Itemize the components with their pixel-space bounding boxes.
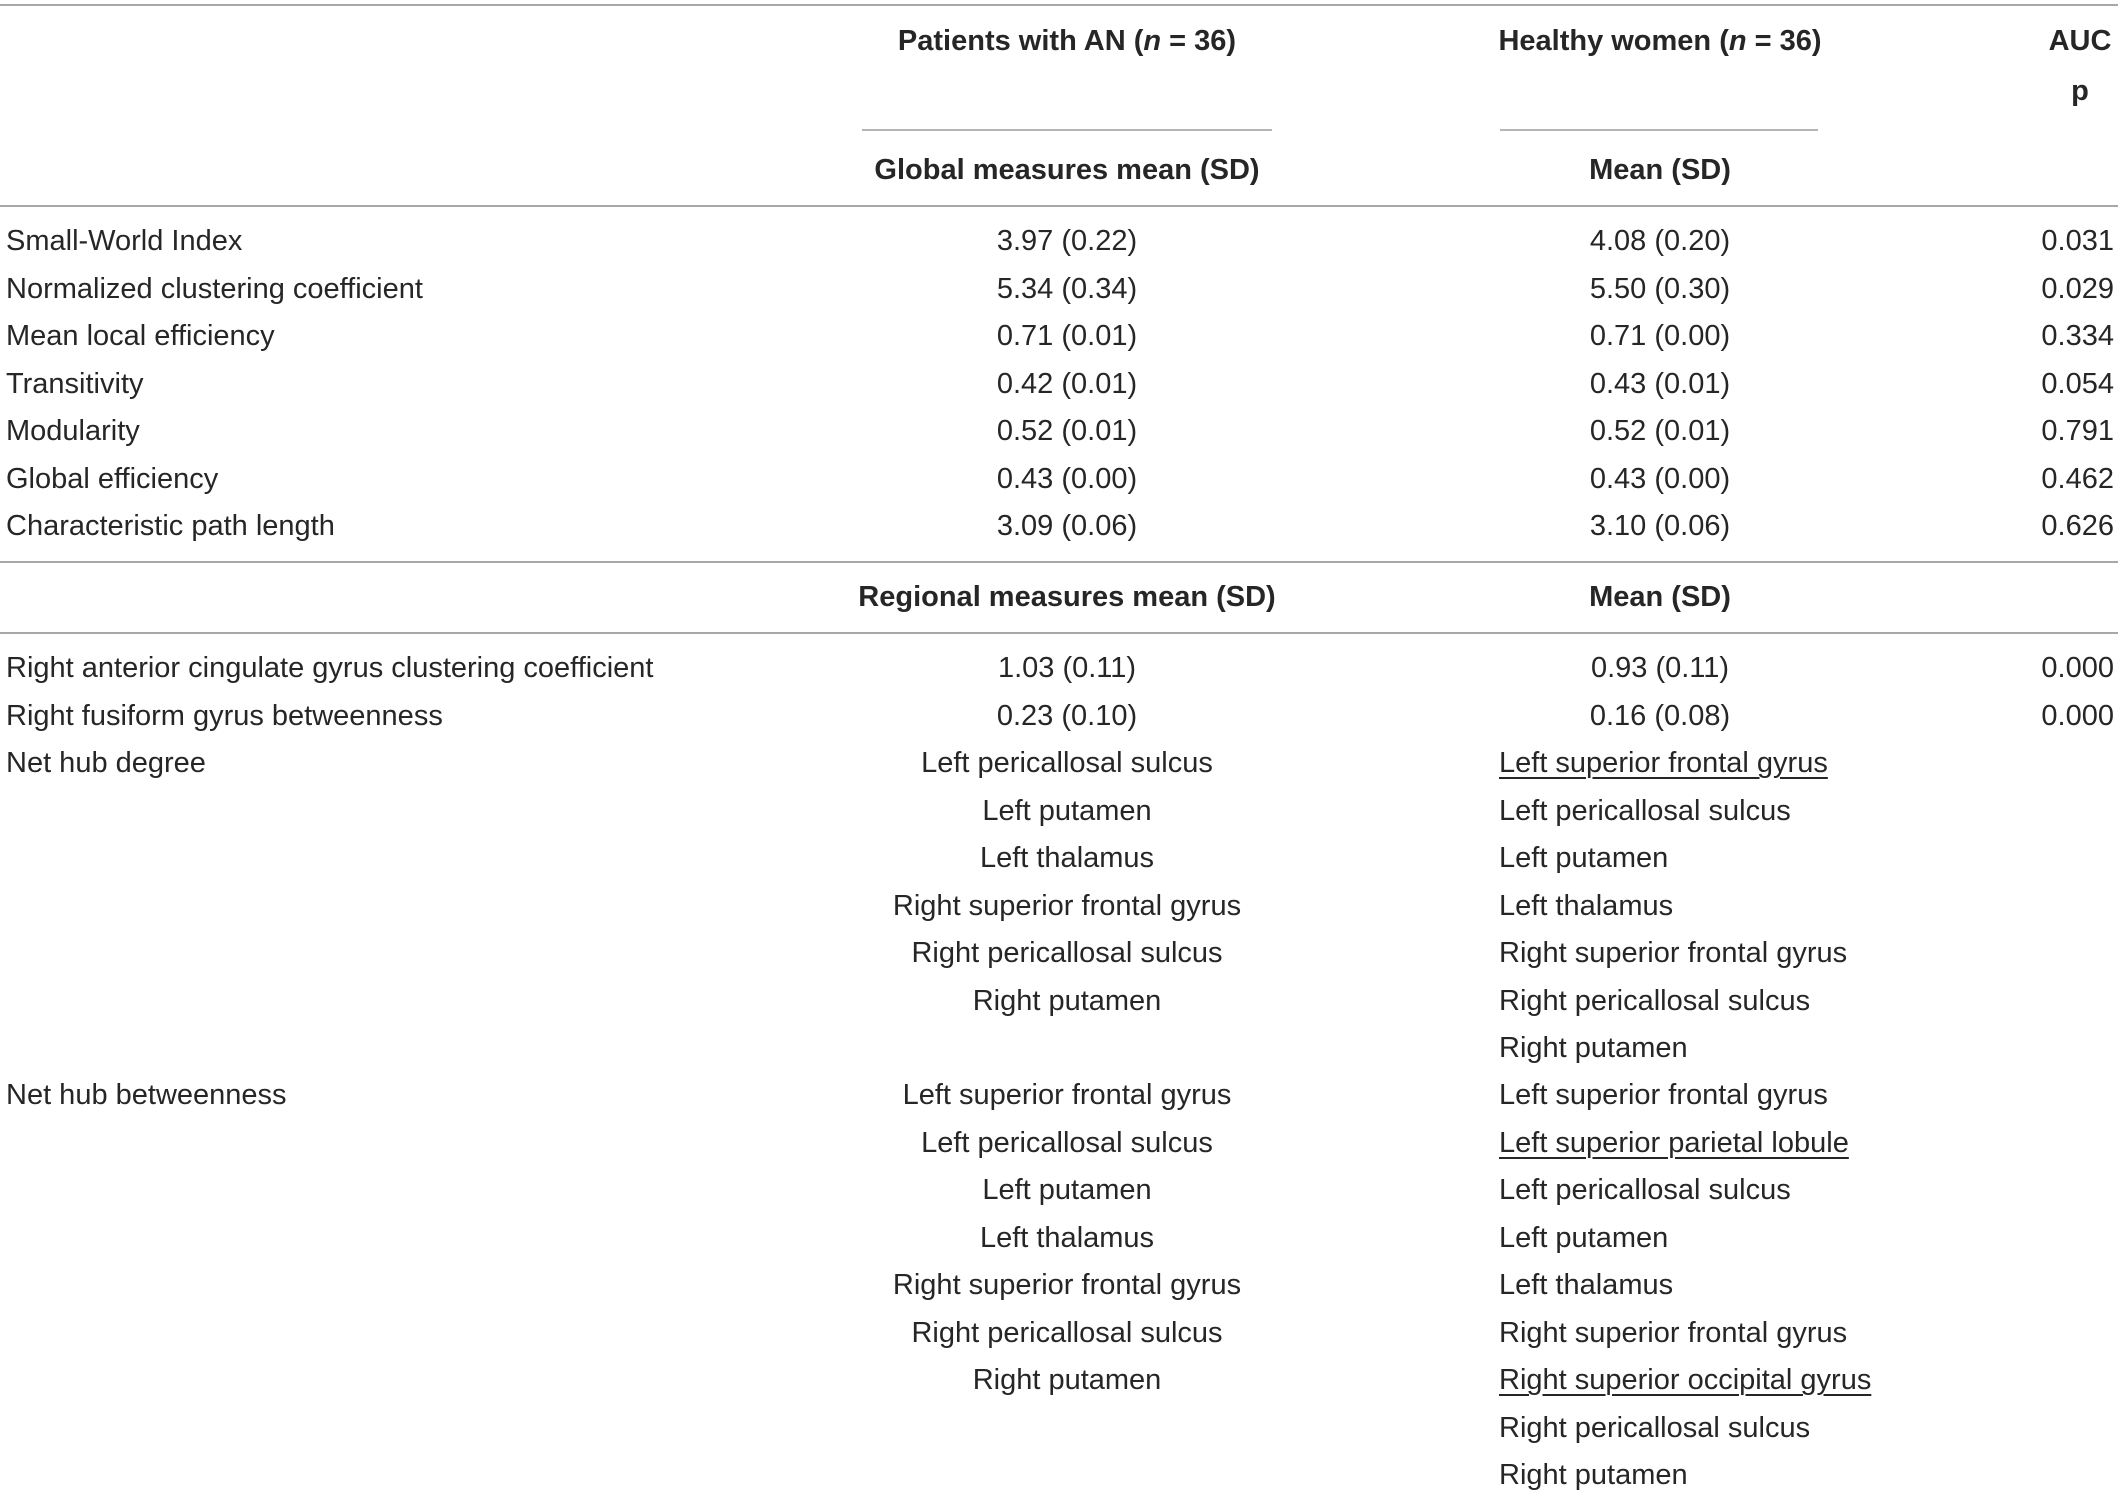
an-hub-region: Right putamen — [972, 984, 1162, 1017]
an-hub-region: Right pericallosal sulcus — [911, 1316, 1223, 1349]
p-value: 0.626 — [2041, 510, 2114, 542]
an-hub-region: Left putamen — [982, 794, 1152, 827]
an-hub-region: Right superior frontal gyrus — [892, 1269, 1242, 1301]
an-value: 0.23 (0.10) — [996, 699, 1138, 732]
hw-hub-region: Left thalamus — [1499, 1269, 1674, 1301]
hub-label: Net hub betweenness — [6, 1079, 287, 1111]
an-hub-region: Right superior frontal gyrus — [892, 889, 1242, 922]
an-value: 0.52 (0.01) — [996, 415, 1138, 447]
regional-header-rule — [0, 632, 2118, 634]
an-hub-region: Left thalamus — [979, 842, 1155, 874]
an-hub-region: Right putamen — [972, 1364, 1162, 1396]
hw-value: 0.43 (0.00) — [1589, 462, 1731, 495]
hw-value: 0.71 (0.00) — [1589, 320, 1731, 352]
row-label: Right anterior cingulate gyrus clustering coefficient — [6, 652, 654, 684]
hw-hub-region: Right putamen — [1499, 1459, 1688, 1491]
hw-hub-region: Left thalamus — [1499, 889, 1674, 922]
p-value: 0.334 — [2041, 320, 2114, 352]
hw-value: 0.43 (0.01) — [1589, 367, 1731, 400]
row-label: Global efficiency — [6, 462, 219, 495]
hw-hub-region: Left putamen — [1499, 1221, 1669, 1254]
p-value: 0.791 — [2041, 415, 2114, 447]
hw-hub-region: Right superior frontal gyrus — [1499, 1316, 1848, 1349]
hw-value: 0.16 (0.08) — [1589, 699, 1731, 732]
row-label: Characteristic path length — [6, 510, 335, 542]
hw-hub-region: Left superior frontal gyrus — [1499, 747, 1828, 779]
hw-hub-region: Left pericallosal sulcus — [1499, 1174, 1791, 1206]
hw-value: 0.52 (0.01) — [1589, 415, 1731, 447]
hw-value: 3.10 (0.06) — [1589, 510, 1731, 542]
regional-col1-header: Regional measures mean (SD) — [858, 581, 1276, 613]
p-value: 0.000 — [2041, 699, 2114, 732]
p-value: 0.029 — [2041, 272, 2114, 305]
p-value: 0.000 — [2041, 652, 2114, 684]
hw-hub-region: Right superior frontal gyrus — [1499, 937, 1848, 969]
row-label: Transitivity — [6, 367, 144, 400]
hw-hub-region: Right pericallosal sulcus — [1499, 1411, 1811, 1444]
col3-title-auc: AUC — [2048, 25, 2112, 57]
hw-hub-region: Left pericallosal sulcus — [1499, 794, 1791, 827]
p-value: 0.031 — [2041, 225, 2114, 257]
col1-header-underline — [862, 129, 1272, 131]
global-col2-header: Mean (SD) — [1589, 154, 1731, 186]
an-hub-region: Left pericallosal sulcus — [921, 1126, 1213, 1159]
col2-title: Healthy women (n = 36) — [1498, 25, 1822, 57]
an-value: 3.97 (0.22) — [996, 225, 1138, 257]
row-label: Right fusiform gyrus betweenness — [6, 699, 443, 732]
row-label: Small-World Index — [6, 225, 243, 257]
table-top-rule — [0, 4, 2118, 6]
regional-col2-header: Mean (SD) — [1589, 581, 1731, 613]
an-hub-region: Left thalamus — [979, 1221, 1155, 1254]
an-value: 1.03 (0.11) — [997, 652, 1137, 684]
an-value: 0.42 (0.01) — [996, 367, 1138, 400]
col3-title-p: p — [2071, 75, 2089, 107]
hw-hub-region: Left superior parietal lobule — [1499, 1126, 1849, 1159]
an-value: 3.09 (0.06) — [996, 510, 1138, 542]
an-value: 5.34 (0.34) — [996, 272, 1138, 305]
p-value: 0.462 — [2041, 462, 2114, 495]
hw-hub-region: Right pericallosal sulcus — [1499, 984, 1811, 1017]
row-label: Mean local efficiency — [6, 320, 275, 352]
col2-header-underline — [1500, 129, 1818, 131]
col1-title: Patients with AN (n = 36) — [897, 25, 1237, 57]
hub-label: Net hub degree — [6, 747, 206, 779]
hw-hub-region: Left superior frontal gyrus — [1499, 1079, 1828, 1111]
hw-value: 5.50 (0.30) — [1589, 272, 1731, 305]
hw-hub-region: Right superior occipital gyrus — [1499, 1364, 1872, 1396]
row-label: Normalized clustering coefficient — [6, 272, 423, 305]
global-header-rule — [0, 205, 2118, 207]
an-hub-region: Right pericallosal sulcus — [911, 937, 1223, 969]
hw-hub-region: Left putamen — [1499, 842, 1669, 874]
an-hub-region: Left pericallosal sulcus — [921, 747, 1213, 779]
global-col1-header: Global measures mean (SD) — [874, 154, 1260, 186]
p-value: 0.054 — [2041, 367, 2114, 400]
hw-value: 0.93 (0.11) — [1590, 652, 1730, 684]
an-value: 0.71 (0.01) — [996, 320, 1138, 352]
row-label: Modularity — [6, 415, 140, 447]
hw-hub-region: Right putamen — [1499, 1032, 1688, 1064]
an-hub-region: Left superior frontal gyrus — [902, 1079, 1232, 1111]
regional-section-rule — [0, 561, 2118, 563]
an-value: 0.43 (0.00) — [996, 462, 1138, 495]
hw-value: 4.08 (0.20) — [1589, 225, 1731, 257]
an-hub-region: Left putamen — [982, 1174, 1152, 1206]
